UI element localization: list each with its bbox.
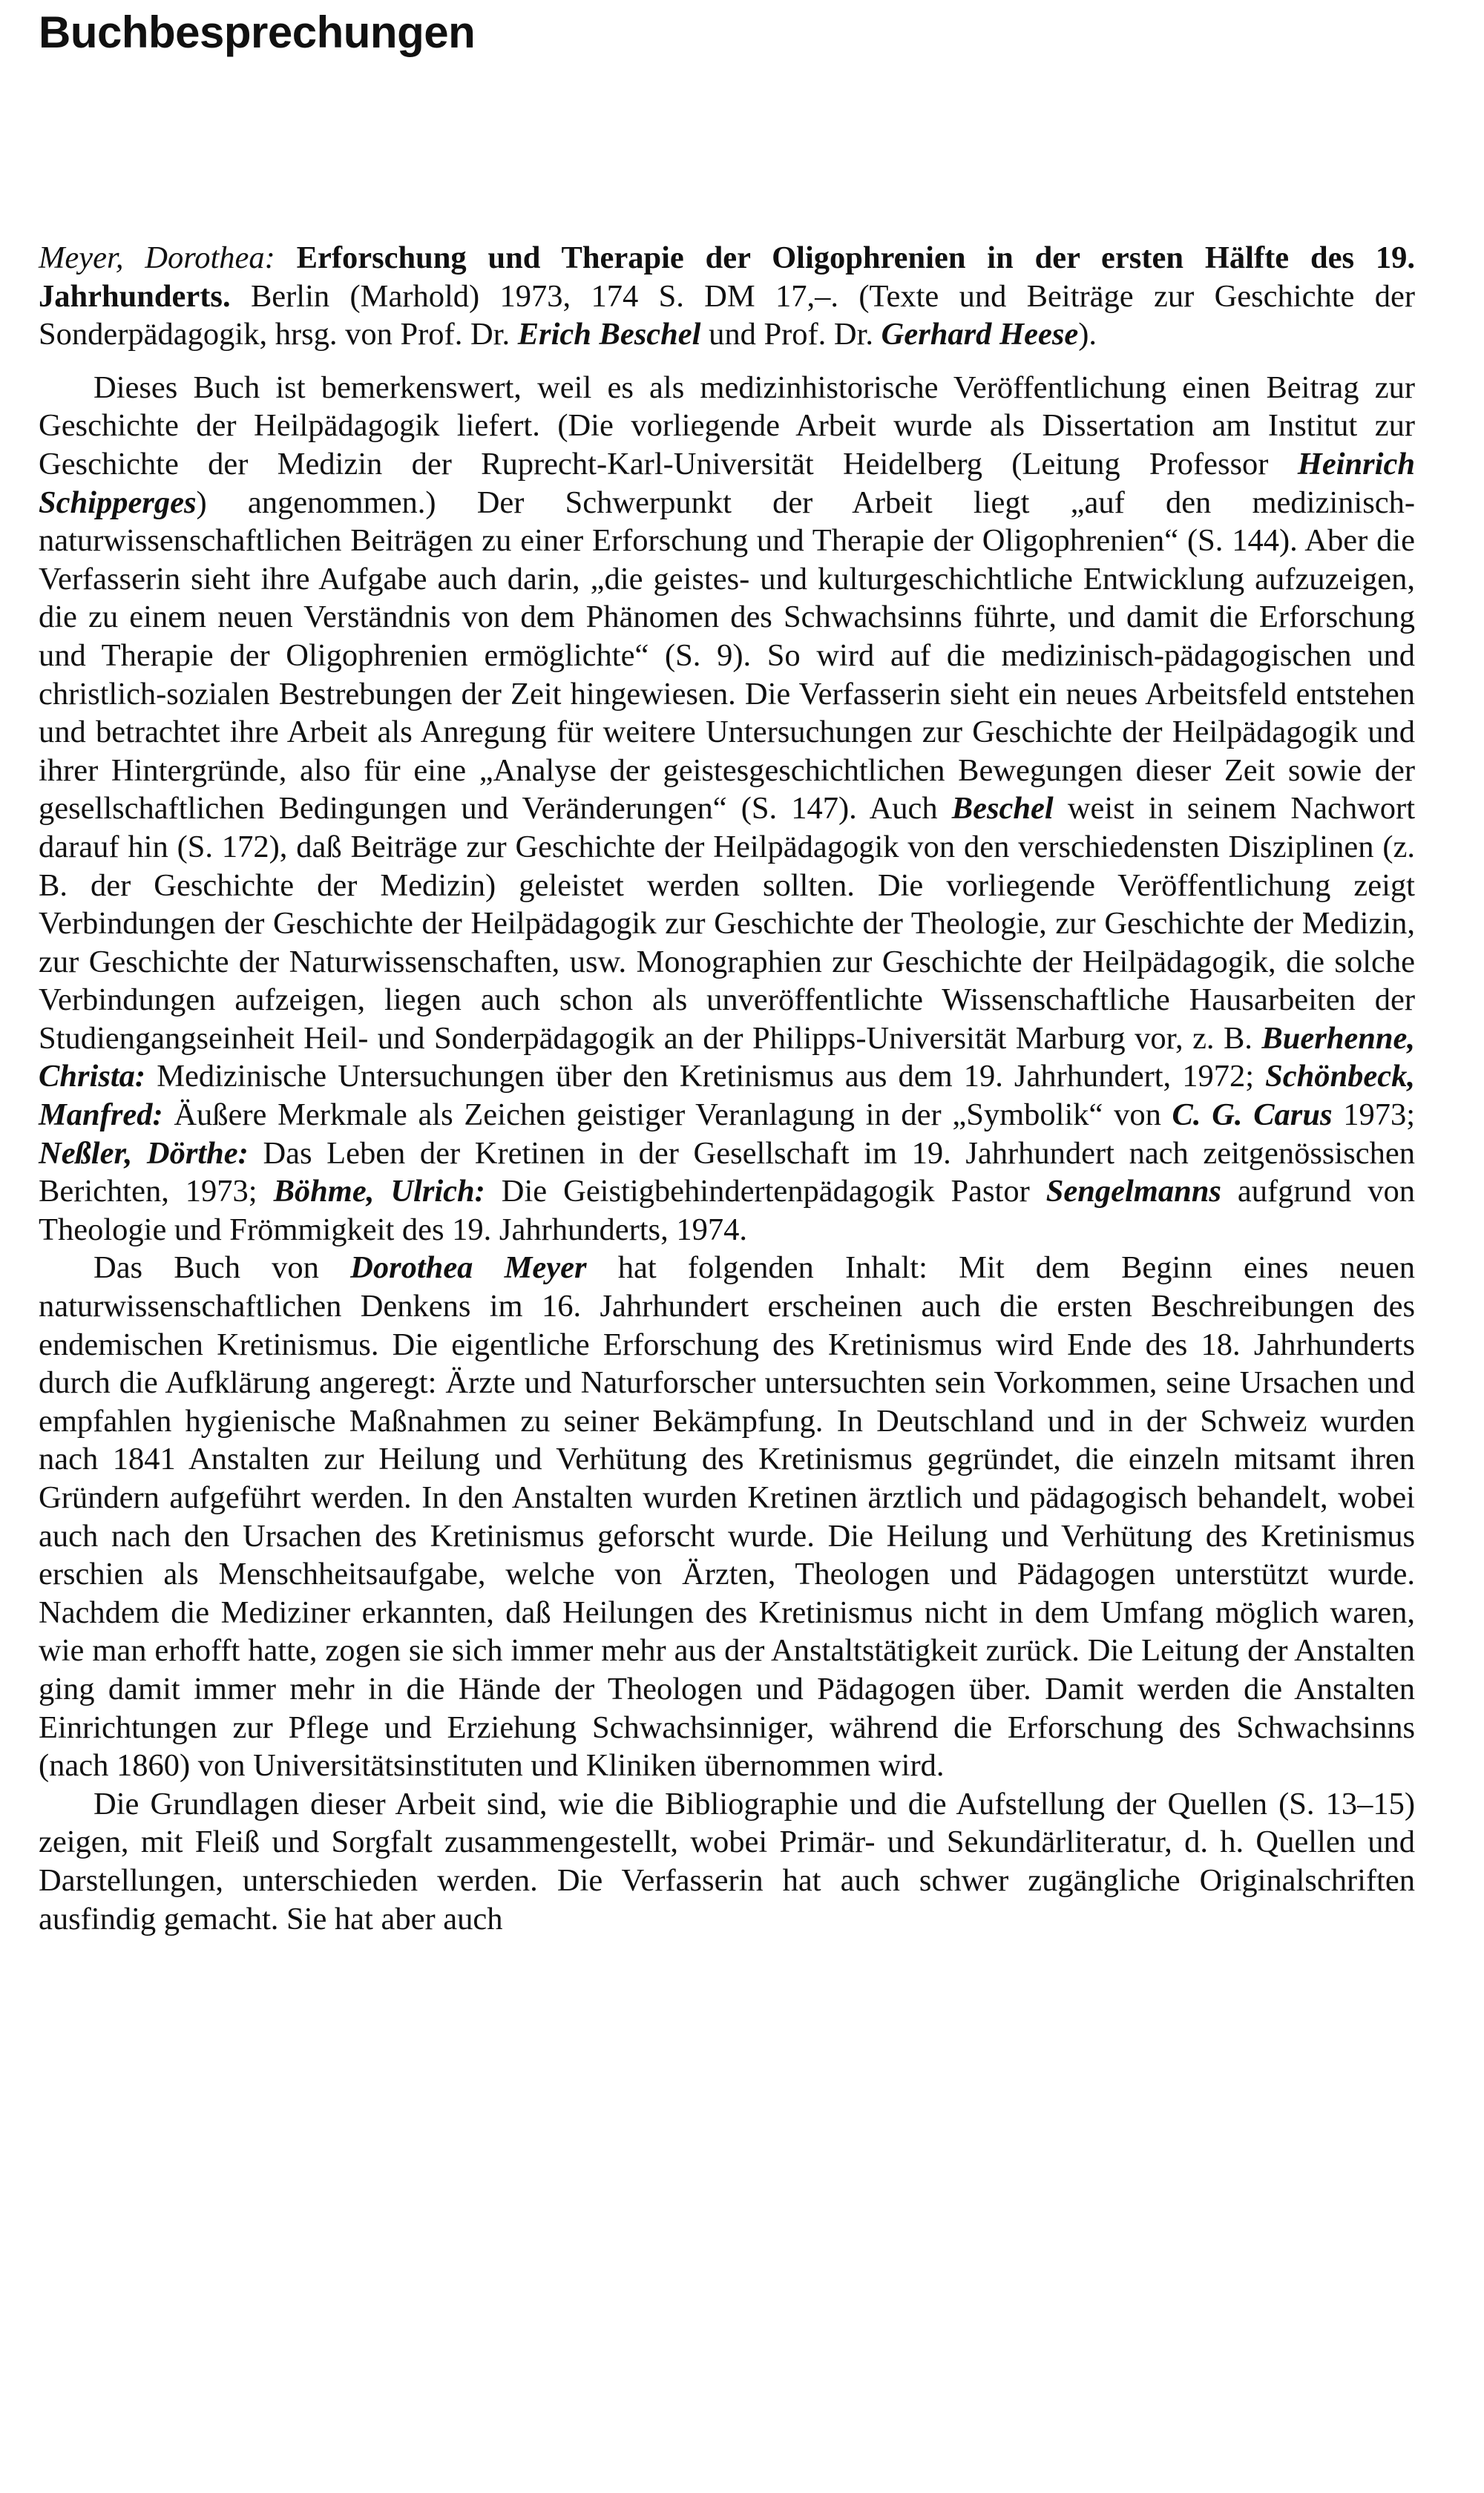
person-name: Böhme, Ulrich: [273,1174,485,1209]
paragraph-1 [39,369,1415,1249]
person-name: Sengelmanns [1045,1174,1221,1209]
entry-close: ). [1078,317,1097,352]
person-name: Heinrich Schipperges [39,446,1415,520]
book-review [39,239,1415,1938]
text-run: Äußere Merkmale als Zeichen geistiger Veranlagung in der „Symbolik“ von [174,1097,1161,1133]
text-run: 1973; [1343,1097,1416,1133]
person-name: Schönbeck, Manfred: [39,1059,1416,1133]
editor-joiner: und Prof. Dr. [709,317,874,352]
text-run: hat folgenden Inhalt: Mit dem Beginn eines neuen naturwissenschaftlichen Denkens im 16. Jahrhundert erscheinen auch die ersten Beschreibungen des endemischen Kretinismus. Die eigentliche Erforschung des Kretinismus wird Ende des 18. Jahrhunderts durch die Aufklärung angeregt: Ärzte und Naturforscher untersuchten sein Vorkommen, seine Ursachen und empfahlen hygienische Maßnahmen zu seiner Bekämpfung. In Deutschland und in der Schweiz wurden nach 1841 Anstalten zur Heilung und Verhütung des Kretinismus gegründet, die einzeln mitsamt ihren Gründern aufgeführt werden. In den Anstalten wurden Kretinen ärztlich und pädagogisch behandelt, wobei auch nach den Ursachen des Kretinismus geforscht wurde. Die Heilung und Verhütung des Kretinismus erschien als Menschheitsaufgabe, welche von Ärzten, Theologen und Pädagogen unterstützt wurde. Nachdem die Mediziner erkannten, daß Heilungen des Kretinismus nicht in dem Umfang möglich waren, wie man erhofft hatte, zogen sie sich immer mehr aus der Anstaltstätigkeit zurück. Die Leitung der Anstalten ging damit immer mehr in die Hände der Theologen und Pädagogen über. Damit werden die Anstalten Einrichtungen zur Pflege und Erziehung Schwachsinniger, während die Erforschung des Schwachsinns (nach 1860) von Universitätsinstituten und Kliniken übernommen wird. [39,1250,1416,1784]
text-run: Medizinische Untersuchungen über den Kretinismus aus dem 19. Jahrhundert, 1972; [157,1059,1255,1094]
text-run: aufgrund von Theologie und Frömmigkeit des 19. Jahrhunderts, 1974. [39,1174,1416,1247]
person-name: Dorothea Meyer [350,1250,587,1286]
paragraph-3: Die Grundlagen dieser Arbeit sind, wie die Bibliographie und die Aufstellung der Quellen (S. 13–15) zeigen, mit Fleiß und Sorgfalt zusammengestellt, wobei Primär- und Sekundärliteratur, d. h. Quellen und Darstellungen, unterschieden werden. Die Verfasserin hat auch schwer zugängliche Originalschriften ausfindig gemacht. Sie hat aber auch [39,1786,1415,1937]
editor-name: Gerhard Heese [881,317,1079,352]
page [39,0,1416,1937]
person-name: Beschel [951,791,1054,827]
bibliographic-entry [39,239,1415,354]
book-title: Erforschung und Therapie der Oligophrenien in der ersten Hälfte des 19. Jahrhunderts. [39,240,1415,314]
book-publication: Berlin (Marhold) 1973, 174 S. DM 17,–. (Texte und Beiträge zur Geschichte der Sonderpädagogik, hrsg. von Prof. Dr. [39,278,1415,352]
text-run: ) angenommen.) Der Schwerpunkt der Arbeit liegt „auf den medizinisch-naturwissenschaftlichen Beiträgen zu einer Erforschung und Therapie der Oligophrenien“ (S. 144). Aber die Verfasserin sieht ihre Aufgabe auch darin, „die geistes- und kulturgeschichtliche Entwicklung aufzuzeigen, die zu einem neuen Verständnis von dem Phänomen des Schwachsinns führte, und damit die Erforschung und Therapie der Oligophrenien ermöglichte“ (S. 9). So wird auf die medizinisch-pädagogischen und christlich-sozialen Bestrebungen der Zeit hingewiesen. Die Verfasserin sieht ein neues Arbeitsfeld entstehen und betrachtet ihre Arbeit als Anregung für weitere Untersuchungen zur Geschichte der Heilpädagogik und ihrer Hintergründe, also für eine „Analyse der geistesgeschichtlichen Bewegungen dieser Zeit sowie der gesellschaftlichen Bedingungen und Veränderungen“ (S. 147). Auch [39,485,1415,827]
section-title: Buchbesprechungen [39,7,476,57]
text-run: weist in seinem Nachwort darauf hin (S. 172), daß Beiträge zur Geschichte der Heilpädagogik von den verschiedensten Disziplinen (z. B. der Geschichte der Medizin) geleistet werden sollten. Die vorliegende Veröffentlichung zeigt Verbindungen der Geschichte der Heilpädagogik zur Geschichte der Theologie, zur Geschichte der Medizin, zur Geschichte der Naturwissenschaften, usw. Monographien zur Geschichte der Heilpädagogik, die solche Verbindungen aufzeigen, liegen auch schon als unveröffentlichte Wissenschaftliche Hausarbeiten der Studiengangseinheit Heil- und Sonderpädagogik an der Philipps-Universität Marburg vor, z. B. [39,791,1415,1056]
text-run: Das Leben der Kretinen in der Gesellschaft im 19. Jahrhundert nach zeitgenössischen Berichten, 1973; [39,1135,1415,1209]
book-author: Meyer, Dorothea: [39,240,275,275]
person-name: Buerhenne, Christa: [39,1020,1415,1094]
text-run: Die Geistigbehindertenpädagogik Pastor [501,1174,1030,1209]
text-run: Das Buch von [93,1250,319,1286]
person-name: Neßler, Dörthe: [39,1135,249,1171]
paragraph-2 [39,1249,1415,1784]
editor-name: Erich Beschel [517,317,701,352]
person-name: C. G. Carus [1172,1097,1333,1133]
text-run: Dieses Buch ist bemerkenswert, weil es als medizinhistorische Veröffentlichung einen Beitrag zur Geschichte der Heilpädagogik liefert. (Die vorliegende Arbeit wurde als Dissertation am Institut zur Geschichte der Medizin der Ruprecht-Karl-Universität Heidelberg (Leitung Professor [39,369,1415,482]
